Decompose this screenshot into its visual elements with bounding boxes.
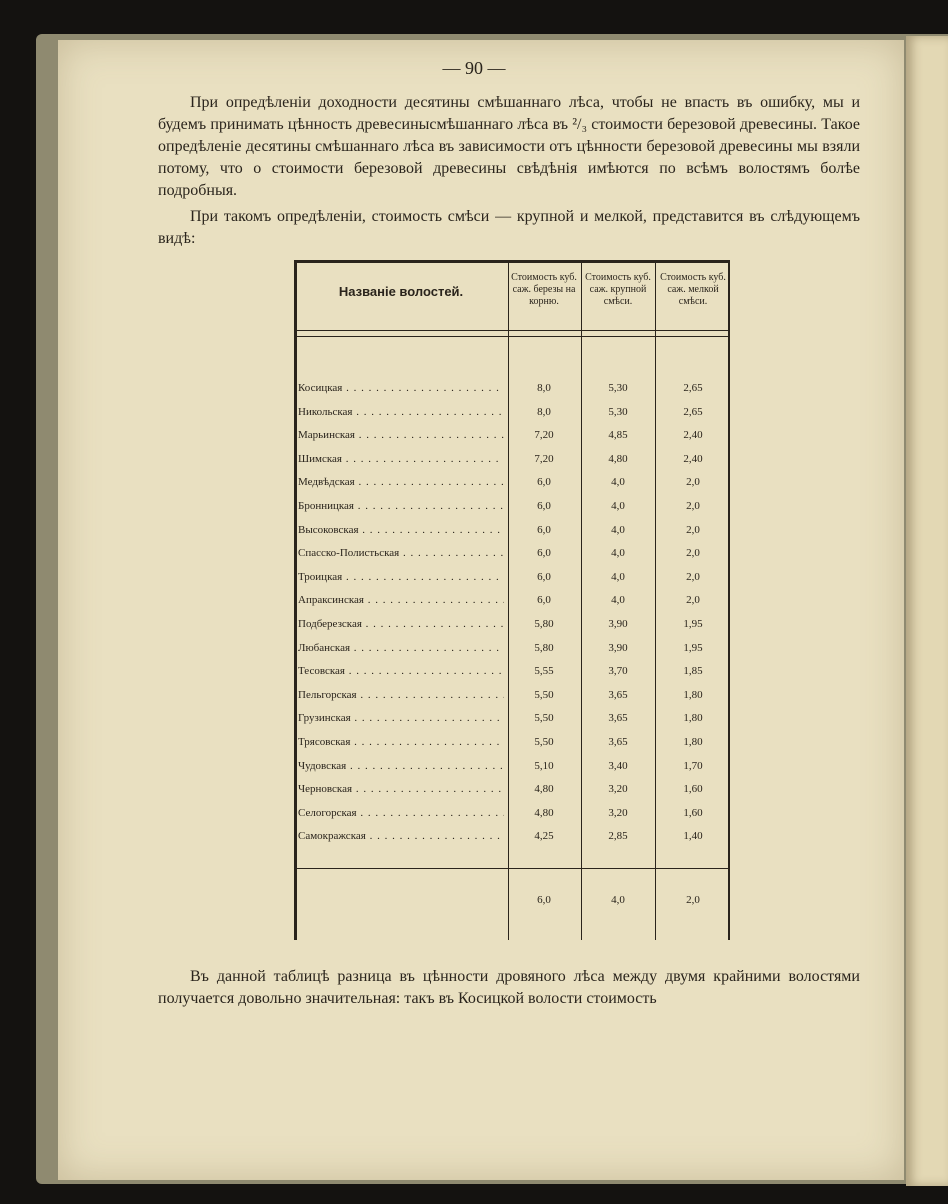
district-name: Никольская . . . [298, 406, 504, 418]
small-mix-value: 2,0 [686, 547, 700, 560]
total-large-mix: 4,0 [611, 894, 625, 906]
large-mix-value: 5,30 [608, 405, 628, 418]
birch-value: 4,80 [534, 806, 554, 819]
small-mix-value: 1,80 [683, 712, 703, 725]
large-mix-value: 3,90 [608, 641, 628, 654]
table-row [294, 594, 730, 618]
table-row [294, 453, 730, 477]
large-mix-value: 4,0 [611, 476, 625, 489]
large-mix-value: 4,80 [608, 452, 628, 465]
small-mix-value: 2,0 [686, 570, 700, 583]
birch-value: 5,50 [534, 688, 554, 701]
district-name: Тесовская . . . [298, 665, 504, 677]
large-mix-value: 3,40 [608, 759, 628, 772]
paragraph-intro: При опредѣленіи доходности десятины смѣшаннаго лѣса, чтобы не впасть въ ошибку, мы и будемъ принимать цѣнность древесинысмѣшаннаго лѣса въ ²/₃ стоимости березовой древесины. Такое опредѣленіе десятины смѣшаннаго лѣса въ зависимости отъ цѣнности березовой древесины мы взяли потому, что о стоимости березовой древесины свѣдѣнія имѣются по всѣмъ волостямъ болѣе подробныя. [158, 94, 860, 199]
district-name: Селогорская . . . [298, 807, 504, 819]
district-name: Грузинская . . . [298, 712, 504, 724]
birch-value: 6,0 [537, 594, 551, 607]
total-small-mix: 2,0 [686, 894, 700, 906]
district-name: Черновская . . . [298, 783, 504, 795]
large-mix-value: 4,0 [611, 500, 625, 512]
small-mix-value: 2,65 [683, 382, 703, 394]
table-row [294, 476, 730, 500]
district-name: Любанская . . . [298, 642, 504, 654]
district-name: Спасско-Полистьская . . . [298, 547, 504, 559]
small-mix-value: 1,95 [683, 618, 703, 630]
small-mix-value: 2,65 [683, 405, 703, 418]
header-name: Названіе волостей. [338, 284, 464, 299]
table-row [294, 571, 730, 595]
table-row [294, 429, 730, 453]
paragraph-table-lead: При такомъ опредѣленіи, стоимость смѣси — крупной и мелкой, представится въ слѣдующемъ видѣ: [158, 208, 860, 247]
paragraph-conclusion: Въ данной таблицѣ разница въ цѣнности дровяного лѣса между двумя крайними волостями получается довольно значительная: такъ въ Косицкой волости стоимость [158, 968, 860, 1007]
district-name: Трясовская . . . [298, 736, 504, 748]
large-mix-value: 5,30 [608, 382, 628, 394]
birch-value: 5,80 [534, 618, 554, 630]
birch-value: 5,50 [534, 736, 554, 748]
small-mix-value: 2,40 [683, 429, 703, 442]
small-mix-value: 1,70 [683, 759, 703, 772]
table-row [294, 524, 730, 548]
district-name: Пельгорская . . . [298, 689, 504, 701]
total-birch: 6,0 [537, 894, 551, 906]
table-totals-row [294, 894, 730, 918]
small-mix-value: 1,40 [683, 830, 703, 843]
large-mix-value: 3,65 [608, 688, 628, 701]
next-page-edge [906, 36, 948, 1186]
birch-value: 5,55 [534, 665, 554, 678]
header-birch-price: Стоимость куб. саж. березы на корню. [511, 272, 577, 307]
large-mix-value: 4,85 [608, 429, 628, 442]
district-name: Самокражская . . . [298, 830, 504, 842]
large-mix-value: 3,90 [608, 618, 628, 630]
small-mix-value: 1,60 [683, 783, 703, 796]
small-mix-value: 1,60 [683, 806, 703, 819]
large-mix-value: 3,20 [608, 806, 628, 819]
small-mix-value: 2,0 [686, 594, 700, 607]
table-row [294, 830, 730, 854]
district-name: Троицкая . . . [298, 571, 504, 583]
birch-value: 4,25 [534, 830, 554, 843]
district-name: Апраксинская . . . [298, 594, 504, 606]
district-name: Подберезская . . . [298, 618, 504, 630]
large-mix-value: 4,0 [611, 547, 625, 560]
large-mix-value: 3,65 [608, 736, 628, 748]
birch-value: 5,10 [534, 759, 554, 772]
totals-rule [297, 868, 730, 869]
header-rule-double [297, 336, 730, 337]
birch-value: 6,0 [537, 476, 551, 489]
small-mix-value: 1,80 [683, 688, 703, 701]
header-rule [297, 330, 730, 331]
large-mix-value: 4,0 [611, 523, 625, 536]
table-row [294, 712, 730, 736]
table-row [294, 500, 730, 524]
large-mix-value: 4,0 [611, 594, 625, 607]
large-mix-value: 3,65 [608, 712, 628, 725]
small-mix-value: 2,0 [686, 500, 700, 512]
small-mix-value: 2,0 [686, 523, 700, 536]
header-large-mix-price: Стоимость куб. саж. крупной смѣси. [585, 272, 651, 307]
small-mix-value: 2,0 [686, 476, 700, 489]
birch-value: 5,50 [534, 712, 554, 725]
table-row [294, 736, 730, 760]
small-mix-value: 1,95 [683, 641, 703, 654]
birch-value: 6,0 [537, 523, 551, 536]
district-name: Медвѣдская . . . [298, 476, 504, 488]
birch-value: 4,80 [534, 783, 554, 796]
birch-value: 8,0 [537, 405, 551, 418]
district-name: Бронницкая . . . [298, 500, 504, 512]
table-row [294, 382, 730, 406]
table-row [294, 406, 730, 430]
large-mix-value: 3,20 [608, 783, 628, 796]
birch-value: 6,0 [537, 500, 551, 512]
large-mix-value: 2,85 [608, 830, 628, 843]
table-row [294, 547, 730, 571]
birch-value: 7,20 [534, 429, 554, 442]
header-small-mix-price: Стоимость куб. саж. мелкой смѣси. [660, 272, 726, 307]
table-row [294, 689, 730, 713]
small-mix-value: 1,85 [683, 665, 703, 678]
birch-value: 6,0 [537, 570, 551, 583]
table-row [294, 642, 730, 666]
table-row [294, 665, 730, 689]
birch-value: 6,0 [537, 547, 551, 560]
small-mix-value: 2,40 [683, 452, 703, 465]
district-name: Марьинская . . . [298, 429, 504, 441]
table-row [294, 783, 730, 807]
birch-value: 8,0 [537, 382, 551, 394]
district-name: Высоковская . . . [298, 524, 504, 536]
birch-value: 7,20 [534, 452, 554, 465]
district-name: Шимская . . . [298, 453, 504, 465]
large-mix-value: 3,70 [608, 665, 628, 678]
large-mix-value: 4,0 [611, 570, 625, 583]
page-number: — 90 — [442, 58, 506, 78]
price-table [294, 260, 730, 940]
district-name: Чудовская . . . [298, 760, 504, 772]
table-row [294, 618, 730, 642]
table-row [294, 807, 730, 831]
birch-value: 5,80 [534, 641, 554, 654]
table-row [294, 760, 730, 784]
small-mix-value: 1,80 [683, 736, 703, 748]
district-name: Косицкая . . . [298, 382, 504, 394]
